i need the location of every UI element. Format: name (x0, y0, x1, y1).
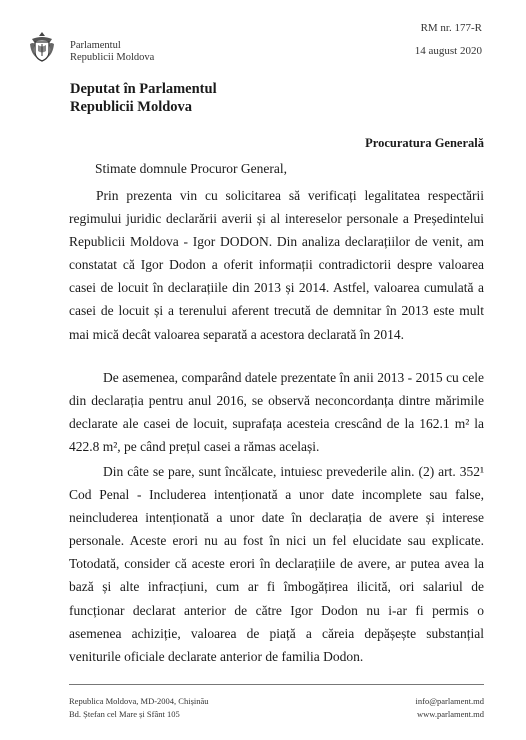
document-meta (415, 17, 482, 63)
organization-name-line1: Parlamentul (70, 40, 121, 51)
footer-email: info@parlament.md (415, 696, 484, 706)
footer-address-line2: Bd. Ștefan cel Mare și Sfânt 105 (69, 709, 180, 719)
body-paragraph-1: Prin prezenta vin cu solicitarea să verificați legalitatea respectării regimului juridic declarării averii și al intereselor personale a Președintelui Republicii Moldova - Igor DODON. Din analiza declarațiilor de venit, am constatat că Igor Dodon a oferit informații contradictorii despre valoarea casei de locuit în declarațiile din 2013 și 2014. Astfel, valoarea cumulată a casei de locuit și a terenului aferent trecută de demnitar în 2013 este mult mai mică decât valoarea separată a acestora declarată în 2014. (69, 188, 484, 342)
footer-address-line1: Republica Moldova, MD-2004, Chișinău (69, 696, 209, 706)
sender-block (70, 80, 217, 116)
footer-divider (69, 684, 484, 685)
footer-contact (416, 695, 485, 721)
body-paragraph-3: Din câte se pare, sunt încălcate, intuiesc prevederile alin. (2) art. 352¹ Cod Penal - Includerea intenționată a unor date incomplete sau false, neincluderea intenționată a unor date în declarația de avere și interese personale. Aceste erori nu au fost în nici un fel elucidate sau explicate. Totodată, consider că aceste erori în declarațiile de avere, ar putea avea la bază și alte infracțiuni, cum ar fi îmbogățirea ilicită, ori salariul de funcționar declarat anterior de către Igor Dodon nu i-ar fi permis o asemenea achiziție, valoarea de piață a căreia depășește substanțial veniturile oficiale declarate anterior de familia Dodon. (69, 464, 484, 664)
organization-name-line2: Republicii Moldova (70, 52, 155, 63)
sender-line2: Republicii Moldova (70, 99, 193, 115)
recipient: Procuratura Generală (365, 136, 484, 150)
footer-address (69, 695, 209, 721)
footer-website: www.parlament.md (417, 709, 484, 719)
organization-name (70, 40, 154, 64)
coat-of-arms-icon (28, 30, 56, 62)
body-paragraph-2: De asemenea, comparând datele prezentate în anii 2013 - 2015 cu cele din declarația pentru anul 2016, se observă neconcordanța dintre mărimile declarate ale casei de locuit, suprafața acesteia crescând de la 162.1 m² la 422.8 m², pe când prețul casei a rămas același. (69, 370, 484, 455)
document-date: 14 august 2020 (414, 45, 482, 57)
document-number: RM nr. 177-R (420, 22, 482, 34)
greeting: Stimate domnule Procuror General, (95, 161, 287, 176)
sender-line1: Deputat în Parlamentul (70, 81, 217, 97)
